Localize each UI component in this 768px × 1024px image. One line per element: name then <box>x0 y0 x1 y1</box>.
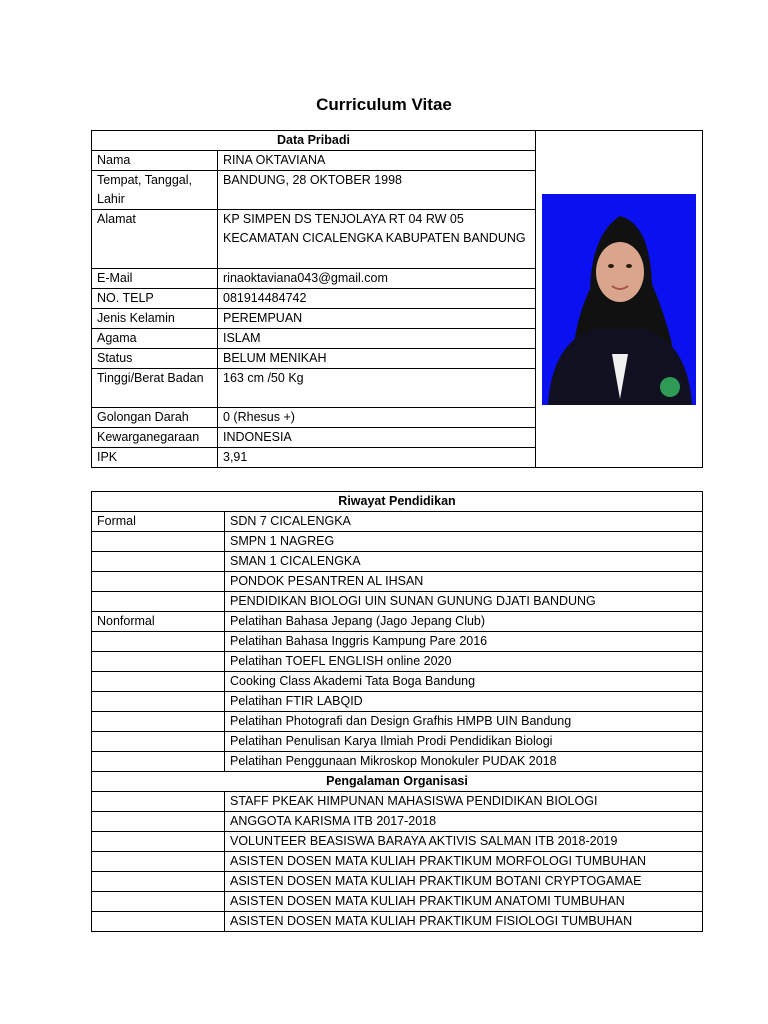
category-label <box>92 692 225 712</box>
list-item: STAFF PKEAK HIMPUNAN MAHASISWA PENDIDIKAN BIOLOGI <box>225 792 703 812</box>
field-label: Nama <box>92 151 218 171</box>
table-row <box>92 652 703 672</box>
category-label: Nonformal <box>92 612 225 632</box>
category-label <box>92 752 225 772</box>
profile-photo <box>542 194 696 405</box>
section-header: Riwayat Pendidikan <box>92 492 703 512</box>
category-label <box>92 532 225 552</box>
list-item: PONDOK PESANTREN AL IHSAN <box>225 572 703 592</box>
list-item: Pelatihan Bahasa Jepang (Jago Jepang Club) <box>225 612 703 632</box>
category-label <box>92 872 225 892</box>
field-label: Jenis Kelamin <box>92 309 218 329</box>
category-label <box>92 912 225 932</box>
list-item: PENDIDIKAN BIOLOGI UIN SUNAN GUNUNG DJATI BANDUNG <box>225 592 703 612</box>
field-value: RINA OKTAVIANA <box>218 151 536 171</box>
table-row <box>92 572 703 592</box>
table-row <box>92 852 703 872</box>
list-item: Cooking Class Akademi Tata Boga Bandung <box>225 672 703 692</box>
category-label <box>92 632 225 652</box>
field-value: 081914484742 <box>218 289 536 309</box>
list-item: SMPN 1 NAGREG <box>225 532 703 552</box>
table-row <box>92 872 703 892</box>
section-header: Pengalaman Organisasi <box>92 772 703 792</box>
category-label <box>92 552 225 572</box>
table-row <box>92 612 703 632</box>
table-row <box>92 131 703 151</box>
field-label: NO. TELP <box>92 289 218 309</box>
table-row <box>92 712 703 732</box>
field-label: E-Mail <box>92 269 218 289</box>
field-value: rinaoktaviana043@gmail.com <box>218 269 536 289</box>
list-item: Pelatihan FTIR LABQID <box>225 692 703 712</box>
category-label <box>92 792 225 812</box>
category-label <box>92 652 225 672</box>
education-table <box>91 491 703 932</box>
page-title: Curriculum Vitae <box>316 95 452 114</box>
category-label <box>92 832 225 852</box>
photo-cell <box>536 131 703 468</box>
field-label: Golongan Darah <box>92 408 218 428</box>
field-label: Tempat, Tanggal, Lahir <box>92 171 218 210</box>
table-row <box>92 912 703 932</box>
field-value: 3,91 <box>218 448 536 468</box>
category-label <box>92 572 225 592</box>
table-row <box>92 672 703 692</box>
category-label <box>92 672 225 692</box>
field-value: KP SIMPEN DS TENJOLAYA RT 04 RW 05 KECAMATAN CICALENGKA KABUPATEN BANDUNG <box>218 210 536 269</box>
table-row <box>92 532 703 552</box>
field-label: Kewarganegaraan <box>92 428 218 448</box>
table-row <box>92 692 703 712</box>
category-label <box>92 592 225 612</box>
category-label <box>92 712 225 732</box>
table-row <box>92 552 703 572</box>
table-row <box>92 832 703 852</box>
table-row <box>92 632 703 652</box>
table-row <box>92 752 703 772</box>
field-value: ISLAM <box>218 329 536 349</box>
category-label <box>92 732 225 752</box>
field-label: Tinggi/Berat Badan <box>92 369 218 408</box>
list-item: Pelatihan TOEFL ENGLISH online 2020 <box>225 652 703 672</box>
list-item: VOLUNTEER BEASISWA BARAYA AKTIVIS SALMAN ITB 2018-2019 <box>225 832 703 852</box>
list-item: ASISTEN DOSEN MATA KULIAH PRAKTIKUM MORFOLOGI TUMBUHAN <box>225 852 703 872</box>
list-item: SMAN 1 CICALENGKA <box>225 552 703 572</box>
list-item: ASISTEN DOSEN MATA KULIAH PRAKTIKUM FISIOLOGI TUMBUHAN <box>225 912 703 932</box>
category-label <box>92 812 225 832</box>
person-silhouette-icon <box>542 194 696 405</box>
table-row <box>92 512 703 532</box>
field-label: Status <box>92 349 218 369</box>
list-item: SDN 7 CICALENGKA <box>225 512 703 532</box>
table-row <box>92 492 703 512</box>
field-value: 0 (Rhesus +) <box>218 408 536 428</box>
field-value: INDONESIA <box>218 428 536 448</box>
list-item: ANGGOTA KARISMA ITB 2017-2018 <box>225 812 703 832</box>
field-value: BELUM MENIKAH <box>218 349 536 369</box>
field-label: Alamat <box>92 210 218 269</box>
table-row <box>92 592 703 612</box>
list-item: Pelatihan Penggunaan Mikroskop Monokuler PUDAK 2018 <box>225 752 703 772</box>
category-label: Formal <box>92 512 225 532</box>
list-item: Pelatihan Photografi dan Design Grafhis HMPB UIN Bandung <box>225 712 703 732</box>
section-header: Data Pribadi <box>92 131 536 151</box>
field-value: PEREMPUAN <box>218 309 536 329</box>
list-item: ASISTEN DOSEN MATA KULIAH PRAKTIKUM BOTANI CRYPTOGAMAE <box>225 872 703 892</box>
list-item: Pelatihan Bahasa Inggris Kampung Pare 2016 <box>225 632 703 652</box>
table-row <box>92 732 703 752</box>
list-item: Pelatihan Penulisan Karya Ilmiah Prodi Pendidikan Biologi <box>225 732 703 752</box>
field-label: Agama <box>92 329 218 349</box>
category-label <box>92 892 225 912</box>
table-row <box>92 772 703 792</box>
list-item: ASISTEN DOSEN MATA KULIAH PRAKTIKUM ANATOMI TUMBUHAN <box>225 892 703 912</box>
field-value: 163 cm /50 Kg <box>218 369 536 408</box>
personal-data-table <box>91 130 703 468</box>
table-row <box>92 792 703 812</box>
category-label <box>92 852 225 872</box>
table-row <box>92 892 703 912</box>
table-row <box>92 812 703 832</box>
field-label: IPK <box>92 448 218 468</box>
field-value: BANDUNG, 28 OKTOBER 1998 <box>218 171 536 210</box>
